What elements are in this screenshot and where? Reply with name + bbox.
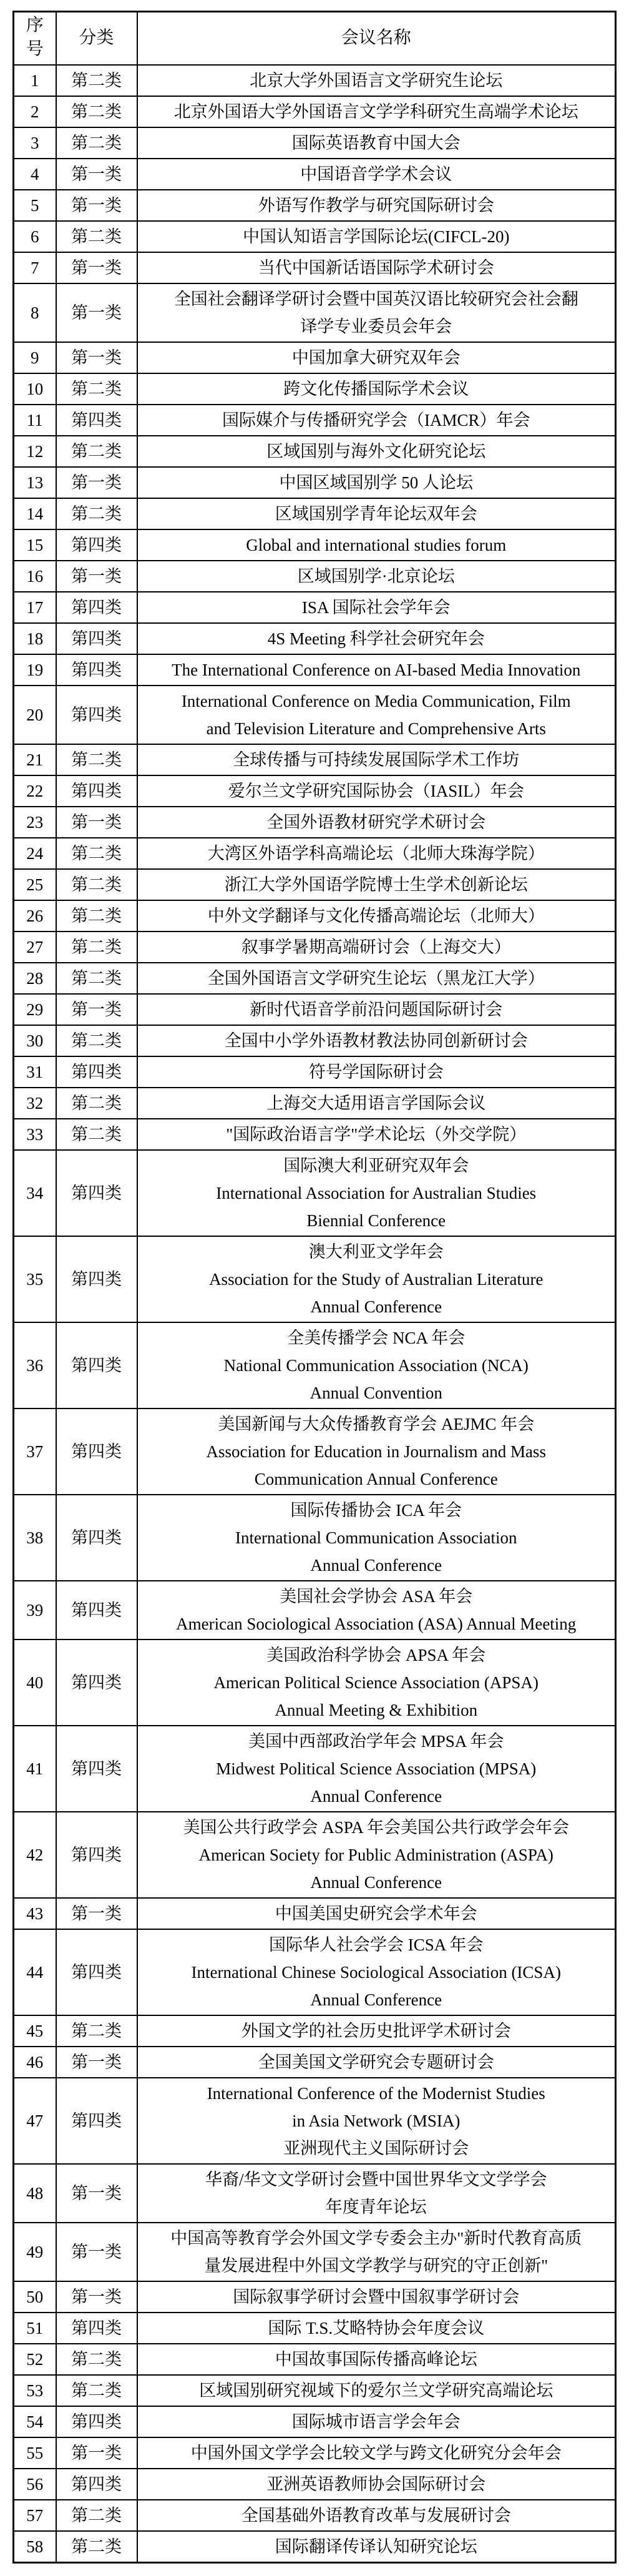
conference-name-cell: 国际翻译传译认知研究论坛 — [137, 2531, 616, 2563]
category-cell: 第二类 — [56, 900, 137, 932]
conference-name-cell: 中国加拿大研究双年会 — [137, 342, 616, 373]
header-serial-number-label: 序号 — [26, 16, 44, 59]
conference-name-cell: 中外文学翻译与文化传播高端论坛（北师大） — [137, 900, 616, 932]
table-row — [14, 2344, 616, 2375]
conference-name-cell: 外语写作教学与研究国际研讨会 — [137, 190, 616, 221]
conference-name-cell: 全美传播学会 NCA 年会 National Communication Association (NCA) Annual Convention — [137, 1322, 616, 1408]
row-number-cell: 1 — [14, 65, 56, 96]
row-number-cell: 47 — [14, 2078, 56, 2164]
category-cell: 第二类 — [56, 963, 137, 994]
table-header — [14, 12, 616, 65]
row-number-cell: 11 — [14, 405, 56, 436]
conference-name-cell: 中国故事国际传播高峰论坛 — [137, 2344, 616, 2375]
category-cell: 第四类 — [56, 654, 137, 686]
row-number-cell: 39 — [14, 1581, 56, 1639]
category-cell: 第四类 — [56, 623, 137, 654]
conference-name-cell: 全球传播与可持续发展国际学术工作坊 — [137, 744, 616, 775]
table-row — [14, 2531, 616, 2563]
conference-name-cell: 美国新闻与大众传播教育学会 AEJMC 年会 Association for Education in Journalism and Mass Communication Annual Conference — [137, 1408, 616, 1495]
category-cell: 第四类 — [56, 1812, 137, 1898]
row-number-cell: 36 — [14, 1322, 56, 1408]
row-number-cell: 7 — [14, 252, 56, 283]
table-row — [14, 2500, 616, 2531]
table-row — [14, 1322, 616, 1408]
row-number-cell: 4 — [14, 159, 56, 190]
category-cell: 第二类 — [56, 2500, 137, 2531]
table-row — [14, 1898, 616, 1929]
conference-name-cell: 中国区域国别学 50 人论坛 — [137, 467, 616, 498]
conference-name-cell: ISA 国际社会学年会 — [137, 592, 616, 623]
row-number-cell: 21 — [14, 744, 56, 775]
row-number-cell: 16 — [14, 561, 56, 592]
conference-name-cell: 全国社会翻译学研讨会暨中国英汉语比较研究会社会翻 译学专业委员会年会 — [137, 283, 616, 342]
row-number-cell: 57 — [14, 2500, 56, 2531]
conference-name-cell: 中国高等教育学会外国文学专委会主办"新时代教育高质 量发展进程中外国文学教学与研究的守正创新" — [137, 2223, 616, 2281]
table-row — [14, 2078, 616, 2164]
table-row — [14, 838, 616, 869]
table-row — [14, 2313, 616, 2344]
table-row — [14, 159, 616, 190]
category-cell: 第二类 — [56, 1025, 137, 1056]
row-number-cell: 12 — [14, 436, 56, 467]
conference-name-cell: 区域国别学·北京论坛 — [137, 561, 616, 592]
table-row — [14, 2281, 616, 2313]
row-number-cell: 53 — [14, 2375, 56, 2406]
table-row — [14, 2015, 616, 2047]
table-row — [14, 65, 616, 96]
conference-name-cell: 浙江大学外国语学院博士生学术创新论坛 — [137, 869, 616, 900]
conference-name-cell: 全国外国语言文学研究生论坛（黑龙江大学） — [137, 963, 616, 994]
category-cell: 第四类 — [56, 686, 137, 744]
conference-name-cell: 当代中国新话语国际学术研讨会 — [137, 252, 616, 283]
row-number-cell: 50 — [14, 2281, 56, 2313]
table-row — [14, 1726, 616, 1812]
table-row — [14, 1581, 616, 1639]
table-row — [14, 2469, 616, 2500]
table-row — [14, 744, 616, 775]
category-cell: 第四类 — [56, 1322, 137, 1408]
table-row — [14, 1236, 616, 1322]
row-number-cell: 22 — [14, 775, 56, 807]
category-cell: 第一类 — [56, 2281, 137, 2313]
conference-name-cell: 国际传播协会 ICA 年会 International Communication Association Annual Conference — [137, 1495, 616, 1581]
category-cell: 第四类 — [56, 2406, 137, 2437]
header-conference-name-label: 会议名称 — [341, 28, 411, 48]
row-number-cell: 24 — [14, 838, 56, 869]
table-row — [14, 1929, 616, 2015]
category-cell: 第二类 — [56, 373, 137, 405]
conference-name-cell: 新时代语音学前沿问题国际研讨会 — [137, 994, 616, 1025]
conference-name-cell: 符号学国际研讨会 — [137, 1056, 616, 1088]
row-number-cell: 25 — [14, 869, 56, 900]
conference-table — [12, 11, 617, 2564]
row-number-cell: 33 — [14, 1119, 56, 1150]
table-row — [14, 96, 616, 127]
row-number-cell: 49 — [14, 2223, 56, 2281]
row-number-cell: 19 — [14, 654, 56, 686]
conference-name-cell: 叙事学暑期高端研讨会（上海交大） — [137, 932, 616, 963]
conference-name-cell: 爱尔兰文学研究国际协会（IASIL）年会 — [137, 775, 616, 807]
conference-name-cell: 全国基础外语教育改革与发展研讨会 — [137, 2500, 616, 2531]
header-row — [14, 12, 616, 65]
category-cell: 第二类 — [56, 127, 137, 159]
conference-name-cell: 美国社会学协会 ASA 年会 American Sociological Association (ASA) Annual Meeting — [137, 1581, 616, 1639]
row-number-cell: 41 — [14, 1726, 56, 1812]
row-number-cell: 30 — [14, 1025, 56, 1056]
table-row — [14, 686, 616, 744]
category-cell: 第二类 — [56, 744, 137, 775]
conference-name-cell: 国际叙事学研讨会暨中国叙事学研讨会 — [137, 2281, 616, 2313]
row-number-cell: 27 — [14, 932, 56, 963]
table-row — [14, 807, 616, 838]
header-serial-number — [14, 12, 56, 65]
row-number-cell: 42 — [14, 1812, 56, 1898]
category-cell: 第四类 — [56, 1150, 137, 1236]
table-row — [14, 1119, 616, 1150]
row-number-cell: 54 — [14, 2406, 56, 2437]
conference-name-cell: 国际城市语言学会年会 — [137, 2406, 616, 2437]
row-number-cell: 38 — [14, 1495, 56, 1581]
conference-name-cell: 全国美国文学研究会专题研讨会 — [137, 2047, 616, 2078]
table-row — [14, 963, 616, 994]
row-number-cell: 5 — [14, 190, 56, 221]
category-cell: 第一类 — [56, 252, 137, 283]
category-cell: 第一类 — [56, 807, 137, 838]
category-cell: 第四类 — [56, 1236, 137, 1322]
category-cell: 第四类 — [56, 2078, 137, 2164]
table-row — [14, 994, 616, 1025]
row-number-cell: 17 — [14, 592, 56, 623]
category-cell: 第一类 — [56, 994, 137, 1025]
table-row — [14, 1408, 616, 1495]
conference-name-cell: 外国文学的社会历史批评学术研讨会 — [137, 2015, 616, 2047]
row-number-cell: 29 — [14, 994, 56, 1025]
category-cell: 第四类 — [56, 529, 137, 561]
row-number-cell: 23 — [14, 807, 56, 838]
table-row — [14, 342, 616, 373]
table-row — [14, 2375, 616, 2406]
table-row — [14, 1056, 616, 1088]
row-number-cell: 43 — [14, 1898, 56, 1929]
category-cell: 第四类 — [56, 1581, 137, 1639]
table-row — [14, 2223, 616, 2281]
table-row — [14, 2406, 616, 2437]
table-row — [14, 1025, 616, 1056]
conference-name-cell: The International Conference on AI-based Media Innovation — [137, 654, 616, 686]
row-number-cell: 58 — [14, 2531, 56, 2563]
category-cell: 第二类 — [56, 221, 137, 252]
category-cell: 第四类 — [56, 1495, 137, 1581]
header-category-label: 分类 — [79, 28, 114, 48]
conference-name-cell: 区域国别研究视域下的爱尔兰文学研究高端论坛 — [137, 2375, 616, 2406]
conference-name-cell: 美国政治科学协会 APSA 年会 American Political Science Association (APSA) Annual Meeting & Exhibition — [137, 1639, 616, 1726]
category-cell: 第四类 — [56, 2469, 137, 2500]
category-cell: 第二类 — [56, 2015, 137, 2047]
row-number-cell: 10 — [14, 373, 56, 405]
row-number-cell: 8 — [14, 283, 56, 342]
row-number-cell: 15 — [14, 529, 56, 561]
table-row — [14, 283, 616, 342]
category-cell: 第二类 — [56, 2531, 137, 2563]
category-cell: 第二类 — [56, 65, 137, 96]
table-row — [14, 2437, 616, 2469]
conference-name-cell: 北京外国语大学外国语言文学学科研究生高端学术论坛 — [137, 96, 616, 127]
category-cell: 第二类 — [56, 838, 137, 869]
conference-name-cell: 国际澳大利亚研究双年会 International Association for Australian Studies Biennial Conference — [137, 1150, 616, 1236]
row-number-cell: 56 — [14, 2469, 56, 2500]
category-cell: 第二类 — [56, 2375, 137, 2406]
conference-name-cell: 国际媒介与传播研究学会（IAMCR）年会 — [137, 405, 616, 436]
table-row — [14, 869, 616, 900]
category-cell: 第二类 — [56, 1088, 137, 1119]
table-row — [14, 1639, 616, 1726]
category-cell: 第一类 — [56, 283, 137, 342]
category-cell: 第一类 — [56, 342, 137, 373]
table-row — [14, 373, 616, 405]
table-row — [14, 623, 616, 654]
table-row — [14, 1088, 616, 1119]
category-cell: 第二类 — [56, 436, 137, 467]
conference-name-cell: 澳大利亚文学年会 Association for the Study of Australian Literature Annual Conference — [137, 1236, 616, 1322]
row-number-cell: 6 — [14, 221, 56, 252]
category-cell: 第一类 — [56, 190, 137, 221]
row-number-cell: 51 — [14, 2313, 56, 2344]
conference-name-cell: 全国外语教材研究学术研讨会 — [137, 807, 616, 838]
table-row — [14, 221, 616, 252]
table-row — [14, 498, 616, 529]
table-row — [14, 127, 616, 159]
row-number-cell: 34 — [14, 1150, 56, 1236]
conference-name-cell: 跨文化传播国际学术会议 — [137, 373, 616, 405]
header-conference-name — [137, 12, 616, 65]
conference-name-cell: 大湾区外语学科高端论坛（北师大珠海学院） — [137, 838, 616, 869]
table-body — [14, 65, 616, 2563]
row-number-cell: 48 — [14, 2164, 56, 2223]
category-cell: 第四类 — [56, 1929, 137, 2015]
table-row — [14, 900, 616, 932]
row-number-cell: 46 — [14, 2047, 56, 2078]
row-number-cell: 18 — [14, 623, 56, 654]
conference-name-cell: 上海交大适用语言学国际会议 — [137, 1088, 616, 1119]
conference-name-cell: "国际政治语言学"学术论坛（外交学院） — [137, 1119, 616, 1150]
row-number-cell: 44 — [14, 1929, 56, 2015]
conference-name-cell: International Conference on Media Communication, Film and Television Literature and Comprehensive Arts — [137, 686, 616, 744]
conference-name-cell: 区域国别学青年论坛双年会 — [137, 498, 616, 529]
row-number-cell: 52 — [14, 2344, 56, 2375]
conference-name-cell: 4S Meeting 科学社会研究年会 — [137, 623, 616, 654]
row-number-cell: 31 — [14, 1056, 56, 1088]
row-number-cell: 35 — [14, 1236, 56, 1322]
category-cell: 第四类 — [56, 2313, 137, 2344]
table-row — [14, 654, 616, 686]
category-cell: 第四类 — [56, 1639, 137, 1726]
row-number-cell: 37 — [14, 1408, 56, 1495]
category-cell: 第二类 — [56, 96, 137, 127]
table-row — [14, 1812, 616, 1898]
category-cell: 第二类 — [56, 869, 137, 900]
row-number-cell: 3 — [14, 127, 56, 159]
conference-name-cell: 中国外国文学学会比较文学与跨文化研究分会年会 — [137, 2437, 616, 2469]
conference-name-cell: 美国公共行政学会 ASPA 年会美国公共行政学会年会 American Society for Public Administration (ASPA) Annual Conference — [137, 1812, 616, 1898]
row-number-cell: 55 — [14, 2437, 56, 2469]
conference-name-cell: International Conference of the Modernist Studies in Asia Network (MSIA) 亚洲现代主义国际研讨会 — [137, 2078, 616, 2164]
table-row — [14, 775, 616, 807]
category-cell: 第四类 — [56, 592, 137, 623]
conference-name-cell: 亚洲英语教师协会国际研讨会 — [137, 2469, 616, 2500]
conference-name-cell: 区域国别与海外文化研究论坛 — [137, 436, 616, 467]
row-number-cell: 28 — [14, 963, 56, 994]
conference-name-cell: 全国中小学外语教材教法协同创新研讨会 — [137, 1025, 616, 1056]
table-row — [14, 1150, 616, 1236]
table-row — [14, 405, 616, 436]
table-row — [14, 2164, 616, 2223]
category-cell: 第一类 — [56, 2164, 137, 2223]
row-number-cell: 2 — [14, 96, 56, 127]
category-cell: 第一类 — [56, 2437, 137, 2469]
table-row — [14, 252, 616, 283]
conference-name-cell: 中国认知语言学国际论坛(CIFCL-20) — [137, 221, 616, 252]
category-cell: 第二类 — [56, 932, 137, 963]
category-cell: 第一类 — [56, 1898, 137, 1929]
category-cell: 第一类 — [56, 2047, 137, 2078]
table-row — [14, 190, 616, 221]
header-category — [56, 12, 137, 65]
row-number-cell: 40 — [14, 1639, 56, 1726]
category-cell: 第四类 — [56, 1726, 137, 1812]
conference-name-cell: 北京大学外国语言文学研究生论坛 — [137, 65, 616, 96]
conference-name-cell: 国际英语教育中国大会 — [137, 127, 616, 159]
conference-name-cell: Global and international studies forum — [137, 529, 616, 561]
table-row — [14, 529, 616, 561]
category-cell: 第四类 — [56, 1408, 137, 1495]
category-cell: 第二类 — [56, 498, 137, 529]
row-number-cell: 32 — [14, 1088, 56, 1119]
conference-name-cell: 国际华人社会学会 ICSA 年会 International Chinese Sociological Association (ICSA) Annual Conference — [137, 1929, 616, 2015]
table-row — [14, 932, 616, 963]
table-row — [14, 1495, 616, 1581]
table-row — [14, 592, 616, 623]
conference-name-cell: 中国美国史研究会学术年会 — [137, 1898, 616, 1929]
row-number-cell: 14 — [14, 498, 56, 529]
table-row — [14, 436, 616, 467]
category-cell: 第四类 — [56, 1056, 137, 1088]
category-cell: 第一类 — [56, 561, 137, 592]
category-cell: 第一类 — [56, 467, 137, 498]
category-cell: 第一类 — [56, 2223, 137, 2281]
row-number-cell: 45 — [14, 2015, 56, 2047]
conference-name-cell: 华裔/华文文学研讨会暨中国世界华文文学学会 年度青年论坛 — [137, 2164, 616, 2223]
row-number-cell: 26 — [14, 900, 56, 932]
conference-name-cell: 国际 T.S.艾略特协会年度会议 — [137, 2313, 616, 2344]
table-row — [14, 2047, 616, 2078]
category-cell: 第二类 — [56, 2344, 137, 2375]
conference-name-cell: 中国语音学学术会议 — [137, 159, 616, 190]
category-cell: 第一类 — [56, 159, 137, 190]
row-number-cell: 13 — [14, 467, 56, 498]
category-cell: 第四类 — [56, 775, 137, 807]
conference-name-cell: 美国中西部政治学年会 MPSA 年会 Midwest Political Science Association (MPSA) Annual Conference — [137, 1726, 616, 1812]
category-cell: 第二类 — [56, 1119, 137, 1150]
row-number-cell: 9 — [14, 342, 56, 373]
category-cell: 第四类 — [56, 405, 137, 436]
row-number-cell: 20 — [14, 686, 56, 744]
table-row — [14, 467, 616, 498]
table-row — [14, 561, 616, 592]
